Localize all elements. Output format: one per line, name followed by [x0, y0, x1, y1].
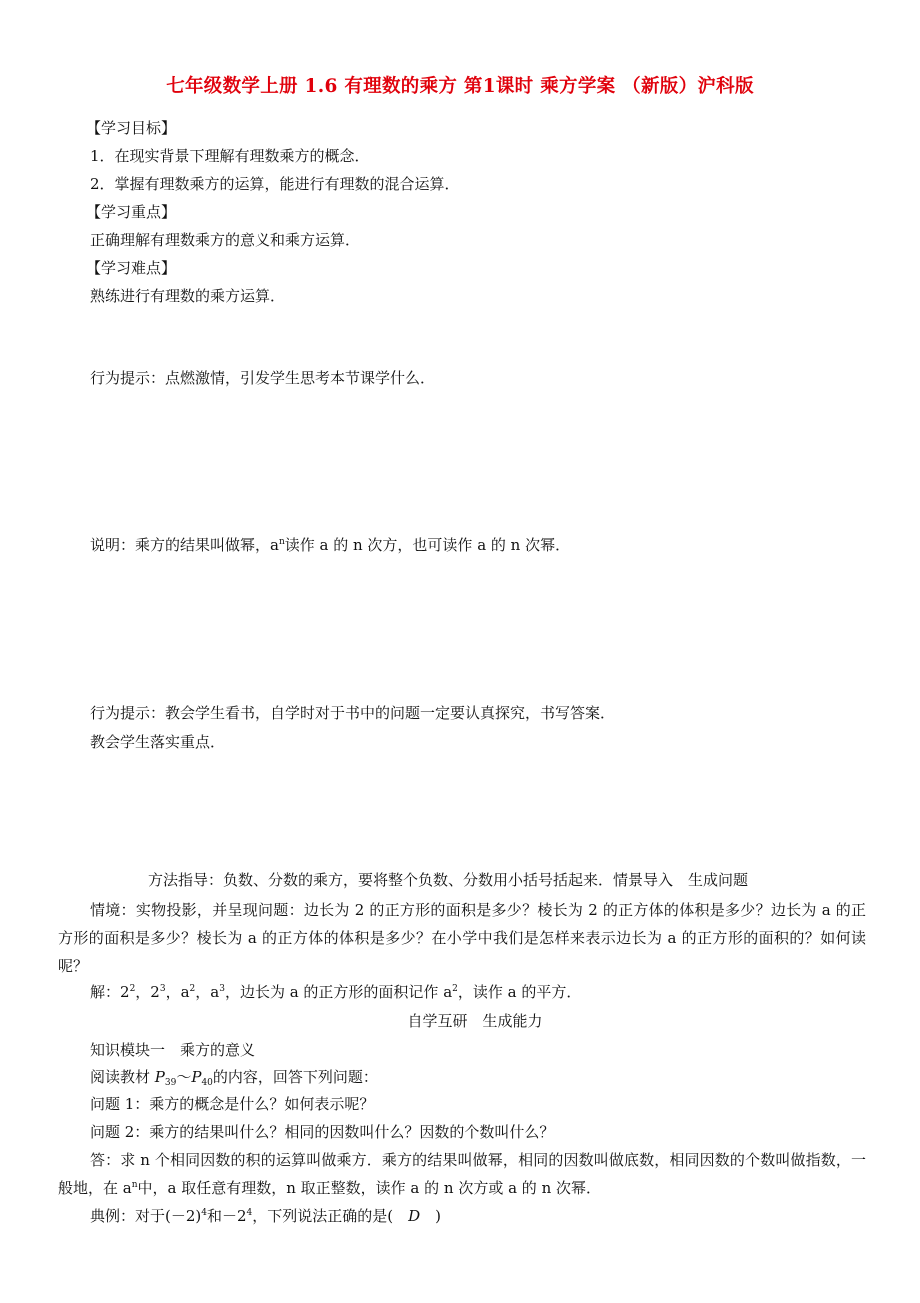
solution-prefix: 解：	[90, 983, 121, 1001]
solution-term-1: 2	[120, 983, 130, 1001]
answer-part-1: 答：求 n 个相同因数的积的运算叫做乘方．乘方的结果叫做幂，相同的因数叫做底数，相同因数的个数叫做指数，一般地，在 a	[58, 1151, 866, 1197]
behavior-hint-1: 行为提示：点燃激情，引发学生思考本节课学什么．	[90, 369, 436, 387]
solution-term-3: ，a	[165, 983, 190, 1001]
explanation-suffix: 读作 a 的 n 次方，也可读作 a 的 n 次幂．	[284, 536, 571, 554]
example-line	[90, 1206, 441, 1226]
explanation-note	[90, 535, 570, 555]
solution-sup-2: 3	[159, 984, 166, 994]
solution-sup-3: 2	[189, 984, 196, 994]
answer-part-2: 中，a 取任意有理数，n 取正整数，读作 a 的 n 次方或 a 的 n 次幂．	[137, 1179, 602, 1197]
objective-2: 2．掌握有理数乘方的运算，能进行有理数的混合运算．	[90, 175, 460, 193]
document-title: 七年级数学上册 1.6 有理数的乘方 第1课时 乘方学案 （新版）沪科版	[166, 76, 754, 97]
explanation-superscript: n	[278, 537, 285, 547]
key-points-text: 正确理解有理数乘方的意义和乘方运算．	[90, 231, 361, 249]
objective-1: 1．在现实背景下理解有理数乘方的概念．	[90, 147, 370, 165]
example-mid: 和－2	[206, 1207, 247, 1225]
solution-term-2: ，2	[135, 983, 160, 1001]
difficulty-text: 熟练进行有理数的乘方运算．	[90, 287, 286, 305]
answer-paragraph	[58, 1146, 866, 1202]
method-guidance: 方法指导：负数、分数的乘方，要将整个负数、分数用小括号括起来．情景导入 生成问题	[148, 871, 749, 889]
solution-sup-4: 3	[219, 984, 225, 994]
page-ref-tilde: ～	[176, 1068, 192, 1086]
reading-suffix: 的内容，回答下列问题：	[212, 1068, 378, 1086]
question-2: 问题 2：乘方的结果叫什么？相同的因数叫什么？因数的个数叫什么？	[90, 1123, 555, 1141]
solution-term-5: ，边长为 a 的正方形的面积记作 a	[224, 983, 453, 1001]
example-suffix-close: )	[420, 1207, 442, 1225]
page-ref-letter-1: P	[154, 1068, 165, 1086]
explanation-prefix: 说明：乘方的结果叫做幂，a	[90, 536, 279, 554]
key-points-heading: 【学习重点】	[86, 203, 177, 221]
page-ref-letter-2: P	[191, 1068, 202, 1086]
solution-term-6: ，读作 a 的平方．	[457, 983, 582, 1001]
reading-instruction	[90, 1067, 378, 1087]
example-suffix-open: ，下列说法正确的是(	[252, 1207, 409, 1225]
objectives-heading: 【学习目标】	[86, 119, 177, 137]
example-sup-1: 4	[201, 1208, 207, 1218]
page-ref-number-2: 40	[201, 1078, 213, 1088]
example-prefix: 典例：对于(－2)	[90, 1207, 202, 1225]
self-study-heading: 自学互研 生成能力	[407, 1012, 543, 1030]
answer-superscript: n	[131, 1180, 138, 1190]
difficulty-heading: 【学习难点】	[86, 259, 177, 277]
reading-prefix: 阅读教材	[90, 1068, 155, 1086]
solution-sup-5: 2	[452, 984, 458, 994]
behavior-hint-3: 教会学生落实重点．	[90, 733, 226, 751]
behavior-hint-2: 行为提示：教会学生看书，自学时对于书中的问题一定要认真探究，书写答案．	[90, 704, 616, 722]
solution-term-4: ，a	[195, 983, 220, 1001]
module-heading: 知识模块一 乘方的意义	[90, 1041, 256, 1059]
solution-sup-1: 2	[129, 984, 136, 994]
example-answer: D	[408, 1207, 421, 1225]
solution-line	[90, 982, 581, 1002]
page-ref-number-1: 39	[164, 1078, 177, 1088]
scenario-paragraph: 情境：实物投影，并呈现问题：边长为 2 的正方形的面积是多少？棱长为 2 的正方体的体积是多少？边长为 a 的正方形的面积是多少？棱长为 a 的正方体的体积是多少？在小学中我们是怎样来表示边长为 a 的正方形的面积的？如何读呢？	[58, 901, 866, 975]
question-1: 问题 1：乘方的概念是什么？如何表示呢？	[90, 1095, 375, 1113]
example-sup-2: 4	[246, 1208, 253, 1218]
